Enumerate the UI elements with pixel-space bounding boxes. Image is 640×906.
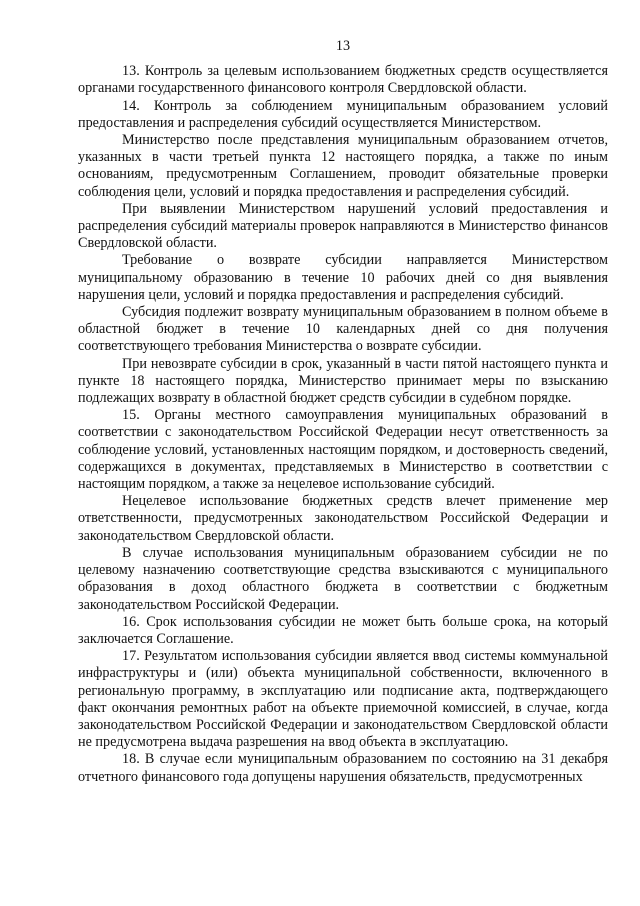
paragraph-17-result: 17. Результатом использования субсидии является ввод системы коммунальной инфраструктуры и (или) объекта муниципальной собственности, включенного в региональную программу, в эксплуатацию или подписание акта, подтверждающего факт окончания ремонтных работ на объекте приемочной комиссией, в случае, когда законодательством Российской Федерации и законодательством Свердловской области не предусмотрена выдача разрешения на ввод объекта в эксплуатацию. bbox=[78, 648, 608, 751]
paragraph-violations-materials: При выявлении Министерством нарушений условий предоставления и распределения субсидий материалы проверок направляются в Министерство финансов Свердловской области. bbox=[78, 200, 608, 252]
paragraph-subsidy-refund: Субсидия подлежит возврату муниципальным образованием в полном объеме в областной бюджет в течение 10 календарных дней со дня получения соответствующего требования Министерства о возврате субсидии. bbox=[78, 304, 608, 355]
paragraph-16-term: 16. Срок использования субсидии не может быть больше срока, на который заключается Соглашение. bbox=[78, 613, 608, 647]
paragraph-misuse-liability: Нецелевое использование бюджетных средств влечет применение мер ответственности, предусмотренных законодательством Российской Федерации и законодательством Свердловской области. bbox=[78, 493, 608, 544]
paragraph-misuse-recovery: В случае использования муниципальным образованием субсидии не по целевому назначению соответствующие средства взыскиваются с муниципального образования в доход областного бюджета в соответствии с бюджетным законодательством Российской Федерации. bbox=[78, 544, 608, 613]
paragraph-refund-demand: Требование о возврате субсидии направляется Министерством муниципальному образованию в течение 10 рабочих дней со дня выявления нарушения цели, условий и порядка предоставления и распределения субсидий. bbox=[78, 252, 608, 303]
paragraph-18-violations: 18. В случае если муниципальным образованием по состоянию на 31 декабря отчетного финансового года допущены нарушения обязательств, предусмотренных bbox=[78, 751, 608, 785]
paragraph-court-recovery: При невозврате субсидии в срок, указанный в части пятой настоящего пункта и пункте 18 настоящего порядка, Министерство принимает меры по взысканию подлежащих возврату в областной бюджет средств субсидии в судебном порядке. bbox=[78, 355, 608, 407]
paragraph-13-control: 13. Контроль за целевым использованием бюджетных средств осуществляется органами государственного финансового контроля Свердловской области. bbox=[78, 63, 608, 97]
paragraph-15-responsibility: 15. Органы местного самоуправления муниципальных образований в соответствии с законодательством Российской Федерации несут ответственность за соблюдение условий, установленных настоящим порядком, и достоверность сведений, содержащихся в документах, представляемых в Министерство в соответствии с настоящим порядком, а также за нецелевое использование субсидий. bbox=[78, 407, 608, 493]
paragraph-14-control: 14. Контроль за соблюдением муниципальным образованием условий предоставления и распределения субсидий осуществляется Министерством. bbox=[78, 97, 608, 131]
paragraph-ministry-checks: Министерство после представления муниципальным образованием отчетов, указанных в части третьей пункта 12 настоящего порядка, а также по иным основаниям, предусмотренным Соглашением, проводит обязательные проверки соблюдения цели, условий и порядка предоставления и распределения субсидий. bbox=[78, 132, 608, 200]
page-number: 13 bbox=[335, 38, 351, 54]
